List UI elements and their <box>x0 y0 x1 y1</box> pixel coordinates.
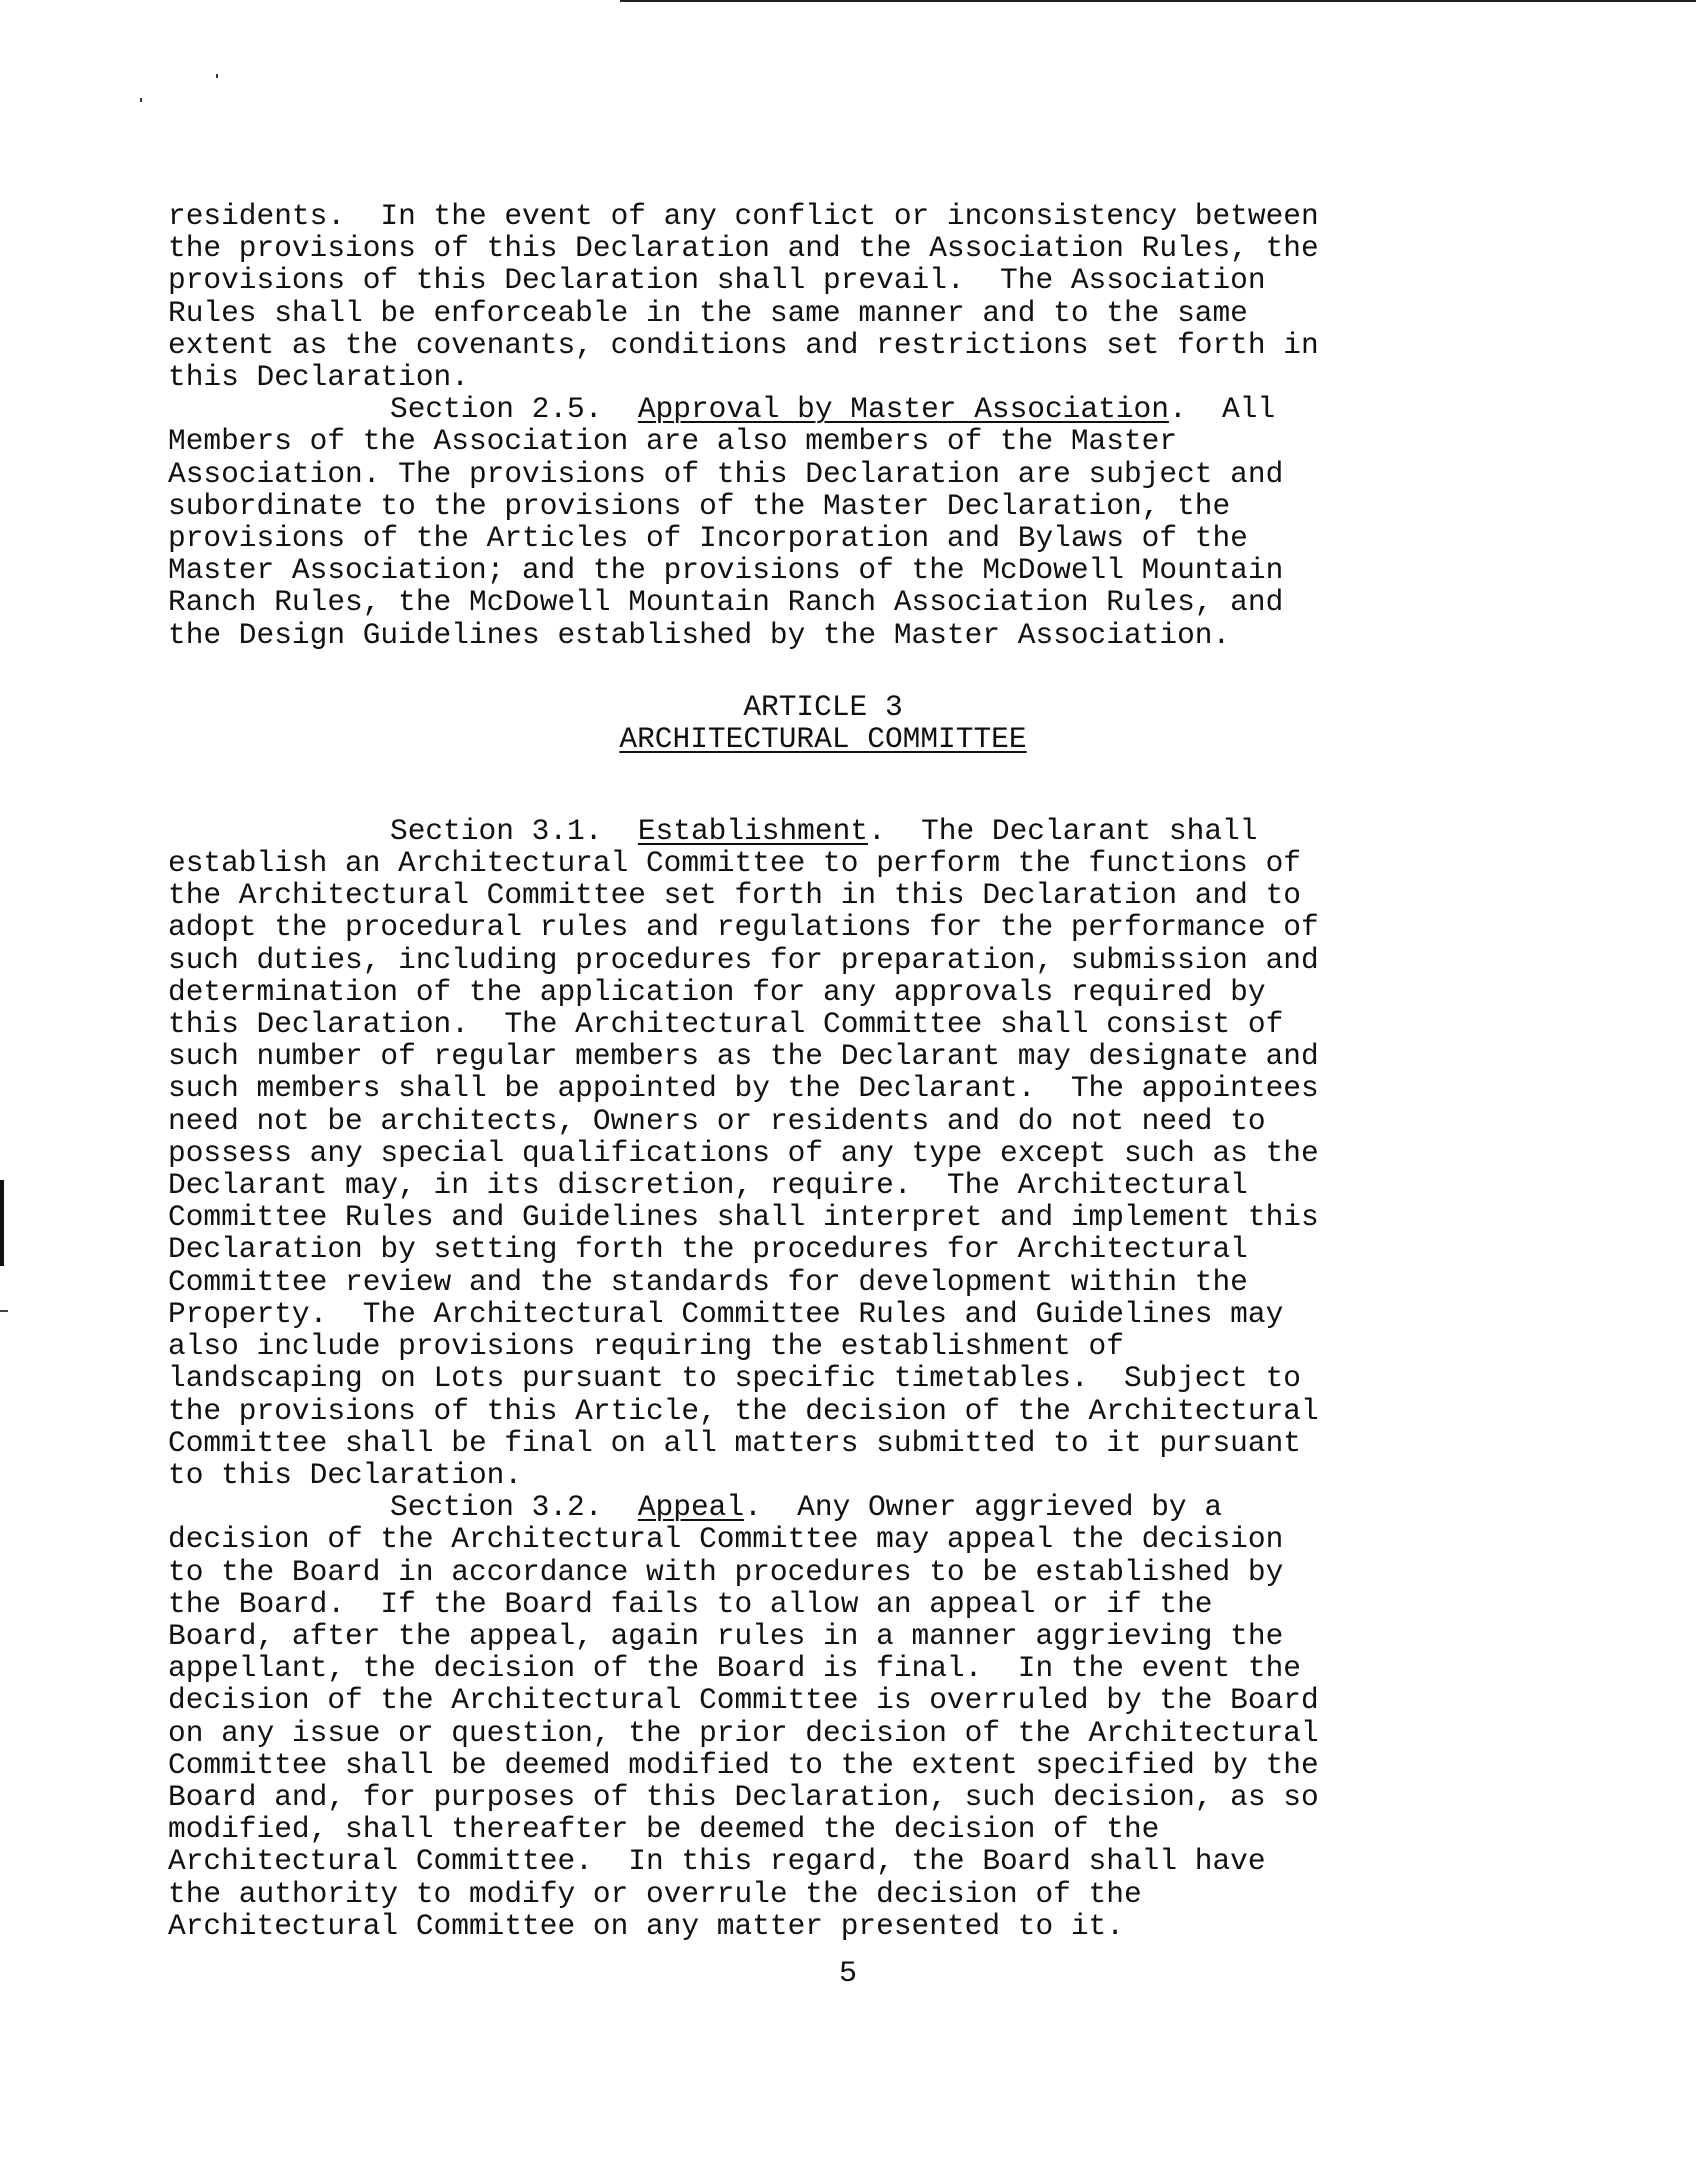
text-line: Committee Rules and Guidelines shall interpret and implement this <box>168 1200 1319 1235</box>
text-line: Declaration by setting forth the procedures for Architectural <box>168 1232 1248 1267</box>
text-line: establish an Architectural Committee to perform the functions of <box>168 846 1301 881</box>
section-heading: Appeal <box>637 1490 745 1525</box>
section-heading-rest: . All <box>1168 392 1276 427</box>
section-2-4-tail <box>168 200 1488 393</box>
text-line: Declarant may, in its discretion, require. The Architectural <box>168 1168 1248 1203</box>
text-line: Committee review and the standards for development within the <box>168 1264 1248 1299</box>
text-line: the Architectural Committee set forth in this Declaration and to <box>168 878 1301 913</box>
scan-top-edge-line <box>620 0 1696 2</box>
text-line: extent as the covenants, conditions and restrictions set forth in <box>168 327 1319 362</box>
scan-speck <box>140 98 142 102</box>
section-3-1 <box>168 815 1488 1491</box>
text-line: such number of regular members as the Declarant may designate and <box>168 1039 1319 1074</box>
text-line: decision of the Architectural Committee is overruled by the Board <box>168 1683 1319 1718</box>
text-line: possess any special qualifications of any type except such as the <box>168 1135 1319 1170</box>
text-line: need not be architects, Owners or residents and do not need to <box>168 1103 1266 1138</box>
section-3-2 <box>168 1491 1488 1942</box>
text-line: the provisions of this Declaration and the Association Rules, the <box>168 231 1319 266</box>
text-line: this Declaration. The Architectural Committee shall consist of <box>168 1007 1284 1042</box>
text-line: decision of the Architectural Committee may appeal the decision <box>168 1522 1284 1557</box>
text-line: also include provisions requiring the establishment of <box>168 1329 1124 1364</box>
section-number: Section 2.5. <box>390 392 603 427</box>
article-heading <box>168 691 1478 755</box>
text-line: the provisions of this Article, the decision of the Architectural <box>168 1393 1319 1428</box>
text-line: Committee shall be final on all matters submitted to it pursuant <box>168 1425 1301 1460</box>
text-line: to this Declaration. <box>168 1457 523 1492</box>
section-2-5 <box>168 393 1488 651</box>
text-line: the authority to modify or overrule the decision of the <box>168 1876 1142 1911</box>
text-line: Board, after the appeal, again rules in a manner aggrieving the <box>168 1618 1284 1653</box>
text-line: Rules shall be enforceable in the same manner and to the same <box>168 295 1248 330</box>
text-line: determination of the application for any approvals required by <box>168 974 1266 1009</box>
article-title: ARCHITECTURAL COMMITTEE <box>619 721 1027 756</box>
text-line: provisions of this Declaration shall prevail. The Association <box>168 263 1266 298</box>
text-line: Property. The Architectural Committee Rules and Guidelines may <box>168 1296 1284 1331</box>
scan-speck <box>216 74 218 78</box>
text-line: Board and, for purposes of this Declaration, such decision, as so <box>168 1779 1319 1814</box>
section-heading-rest: . Any Owner aggrieved by a <box>744 1490 1223 1525</box>
text-line: such duties, including procedures for preparation, submission and <box>168 942 1319 977</box>
section-heading-line <box>168 1491 1488 1523</box>
text-line: Committee shall be deemed modified to the extent specified by the <box>168 1747 1319 1782</box>
spacer <box>168 755 1488 815</box>
page-number: 5 <box>838 1957 857 1991</box>
section-number: Section 3.2. <box>390 1490 603 1525</box>
section-heading-line <box>168 815 1488 847</box>
text-line: on any issue or question, the prior decision of the Architectural <box>168 1715 1319 1750</box>
text-line: modified, shall thereafter be deemed the decision of the <box>168 1812 1160 1847</box>
text-line: the Board. If the Board fails to allow an appeal or if the <box>168 1586 1213 1621</box>
text-line: residents. In the event of any conflict or inconsistency between <box>168 199 1319 233</box>
text-line: Architectural Committee on any matter presented to it. <box>168 1908 1124 1943</box>
text-line: landscaping on Lots pursuant to specific timetables. Subject to <box>168 1361 1301 1396</box>
text-line: such members shall be appointed by the Declarant. The appointees <box>168 1071 1319 1106</box>
text-line: Architectural Committee. In this regard, the Board shall have <box>168 1844 1266 1879</box>
section-heading: Approval by Master Association <box>637 392 1169 427</box>
section-heading-rest: . The Declarant shall <box>867 813 1258 848</box>
text-line: subordinate to the provisions of the Master Declaration, the <box>168 488 1231 523</box>
text-line: Association. The provisions of this Declaration are subject and <box>168 456 1284 491</box>
text-line: provisions of the Articles of Incorporation and Bylaws of the <box>168 521 1248 556</box>
section-number: Section 3.1. <box>390 813 603 848</box>
text-line: Master Association; and the provisions of the McDowell Mountain <box>168 553 1284 588</box>
text-line: the Design Guidelines established by the Master Association. <box>168 617 1231 652</box>
section-heading: Establishment <box>637 813 868 848</box>
text-line: to the Board in accordance with procedures to be established by <box>168 1554 1284 1589</box>
scan-margin-mark <box>0 1180 4 1266</box>
section-heading-line <box>168 393 1488 425</box>
text-line: Members of the Association are also members of the Master <box>168 424 1178 459</box>
text-line: adopt the procedural rules and regulations for the performance of <box>168 910 1319 945</box>
text-line: appellant, the decision of the Board is final. In the event the <box>168 1651 1301 1686</box>
article-label: ARTICLE 3 <box>743 689 903 724</box>
text-line: this Declaration. <box>168 360 469 395</box>
text-line: Ranch Rules, the McDowell Mountain Ranch Association Rules, and <box>168 585 1284 620</box>
document-body <box>168 200 1488 1942</box>
scan-margin-tick <box>0 1310 8 1312</box>
